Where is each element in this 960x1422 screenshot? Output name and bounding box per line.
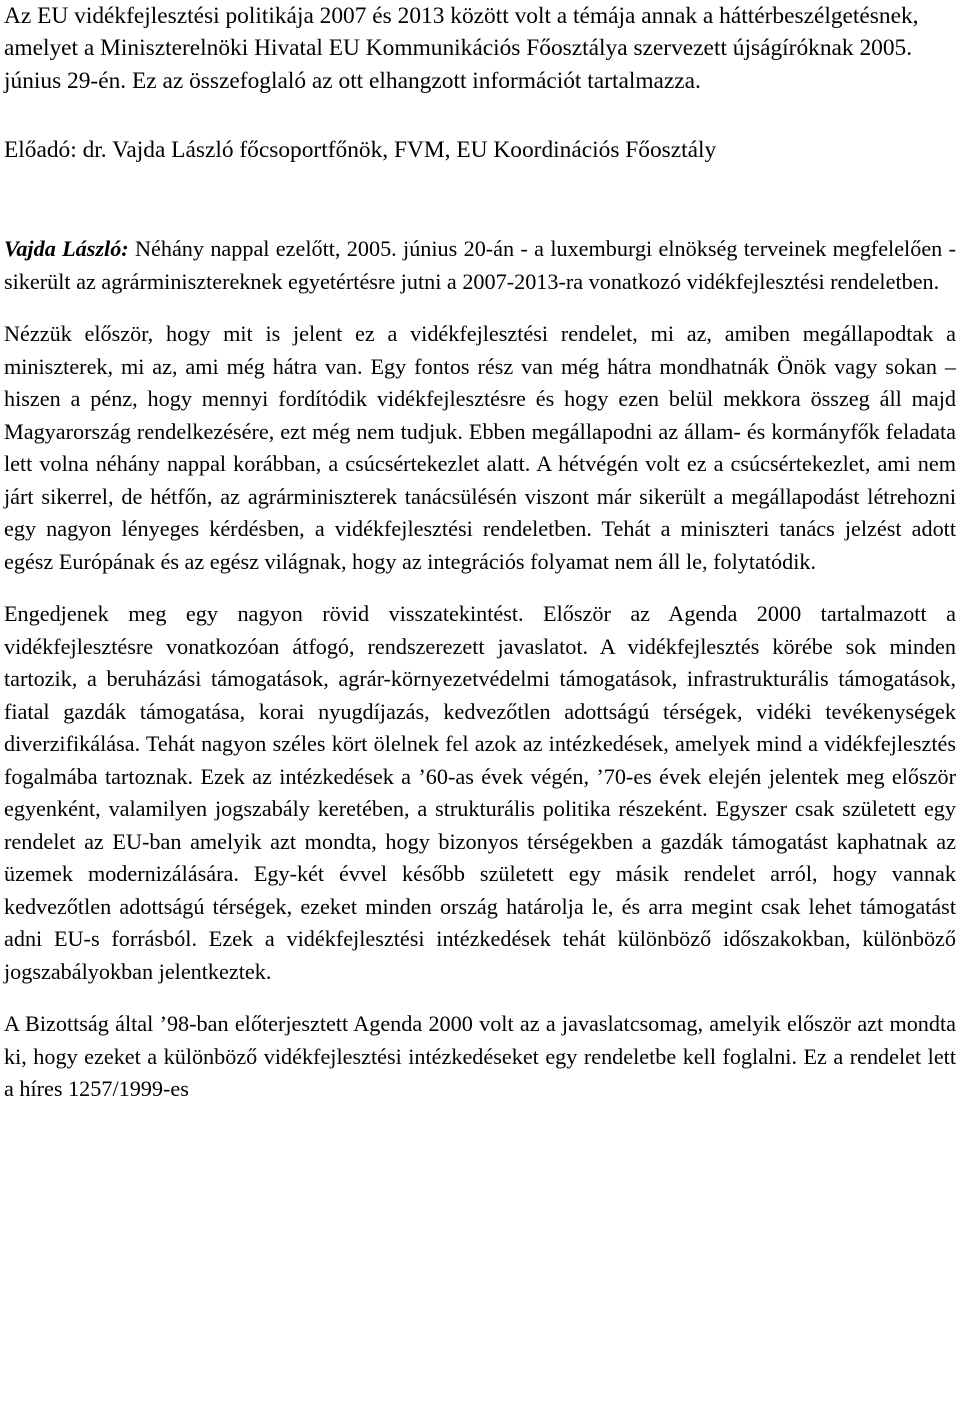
speaker-name: Vajda László: [4, 236, 129, 262]
speech-paragraph-2: Nézzük először, hogy mit is jelent ez a vidékfejlesztési rendelet, mi az, amiben megállapodtak a miniszterek, mi az, ami még hátra van. Egy fontos rész van még hátra mondhatnák Önök vagy sokan – hiszen a pénz, hogy mennyi fordítódik vidékfejlesztésre és hogy ezen belül mekkora összeg áll majd Magyarország rendelkezésére, ezt még nem tudjuk. Ebben megállapodni az állam- és kormányfők feladata lett volna néhány nappal korábban, a csúcsértekezlet alatt. A hétvégén volt ez a csúcsértekezlet, ami nem járt sikerrel, de hétfőn, az agrárminiszterek tanácsülésén viszont már sikerült a megállapodást létrehozni egy nagyon lényeges kérdésben, a vidékfejlesztési rendeletben. Tehát a miniszteri tanács jelzést adott egész Európának és az egész világnak, hogy az integrációs folyamat nem áll le, folytatódik. [4, 321, 956, 574]
speech-paragraph-3: Engedjenek meg egy nagyon rövid visszatekintést. Először az Agenda 2000 tartalmazott a vidékfejlesztésre vonatkozóan átfogó, rendszerezett javaslatot. A vidékfejlesztés körébe sok minden tartozik, a beruházási támogatások, agrár-környezetvédelmi támogatások, infrastrukturális támogatások, fiatal gazdák támogatása, korai nyugdíjazás, kedvezőtlen adottságú térségek, vidéki tevékenységek diverzifikálása. Tehát nagyon széles kört ölelnek fel azok az intézkedések, amelyek mind a vidékfejlesztés fogalmába tartoznak. Ezek az intézkedések a ’60-as évek végén, ’70-es évek elején jelentek meg először egyenként, valamilyen jogszabály keretében, a strukturális politika részeként. Egyszer csak született egy rendelet az EU-ban amelyik azt mondta, hogy bizonyos térségekben a gazdák támogatást kaphatnak az üzemek modernizálására. Egy-két évvel később született egy másik rendelet arról, hogy vannak kedvezőtlen adottságú térségek, ezeket minden ország határolja le, és arra megint csak lehet támogatást adni EU-s forrásból. Ezek a vidékfejlesztési intézkedések tehát különböző időszakokban, különböző jogszabályokban jelentkeztek. [4, 601, 956, 984]
speaker-line: Előadó: dr. Vajda László főcsoportfőnök, FVM, EU Koordinációs Főosztály [4, 137, 717, 164]
speech-paragraph-1-text: Néhány nappal ezelőtt, 2005. június 20-án - a luxemburgi elnökség terveinek megfelelően - sikerült az agrárminisztereknek egyetértésre jutni a 2007-2013-ra vonatkozó vidékfejlesztési rendeletben. [4, 236, 956, 294]
speech-paragraph-1 [4, 233, 956, 298]
intro-paragraph: Az EU vidékfejlesztési politikája 2007 és 2013 között volt a témája annak a háttérbeszélgetésnek, amelyet a Miniszterelnöki Hivatal EU Kommunikációs Főosztálya szervezett újságíróknak 2005. június 29-én. Ez az összefoglaló az ott elhangzott információt tartalmazza. [4, 3, 919, 94]
speech-paragraph-4: A Bizottság által ’98-ban előterjesztett Agenda 2000 volt az a javaslatcsomag, amelyik először azt mondta ki, hogy ezeket a különböző vidékfejlesztési intézkedéseket egy rendeletbe kell foglalni. Ez a rendelet lett a híres 1257/1999-es [4, 1011, 956, 1102]
